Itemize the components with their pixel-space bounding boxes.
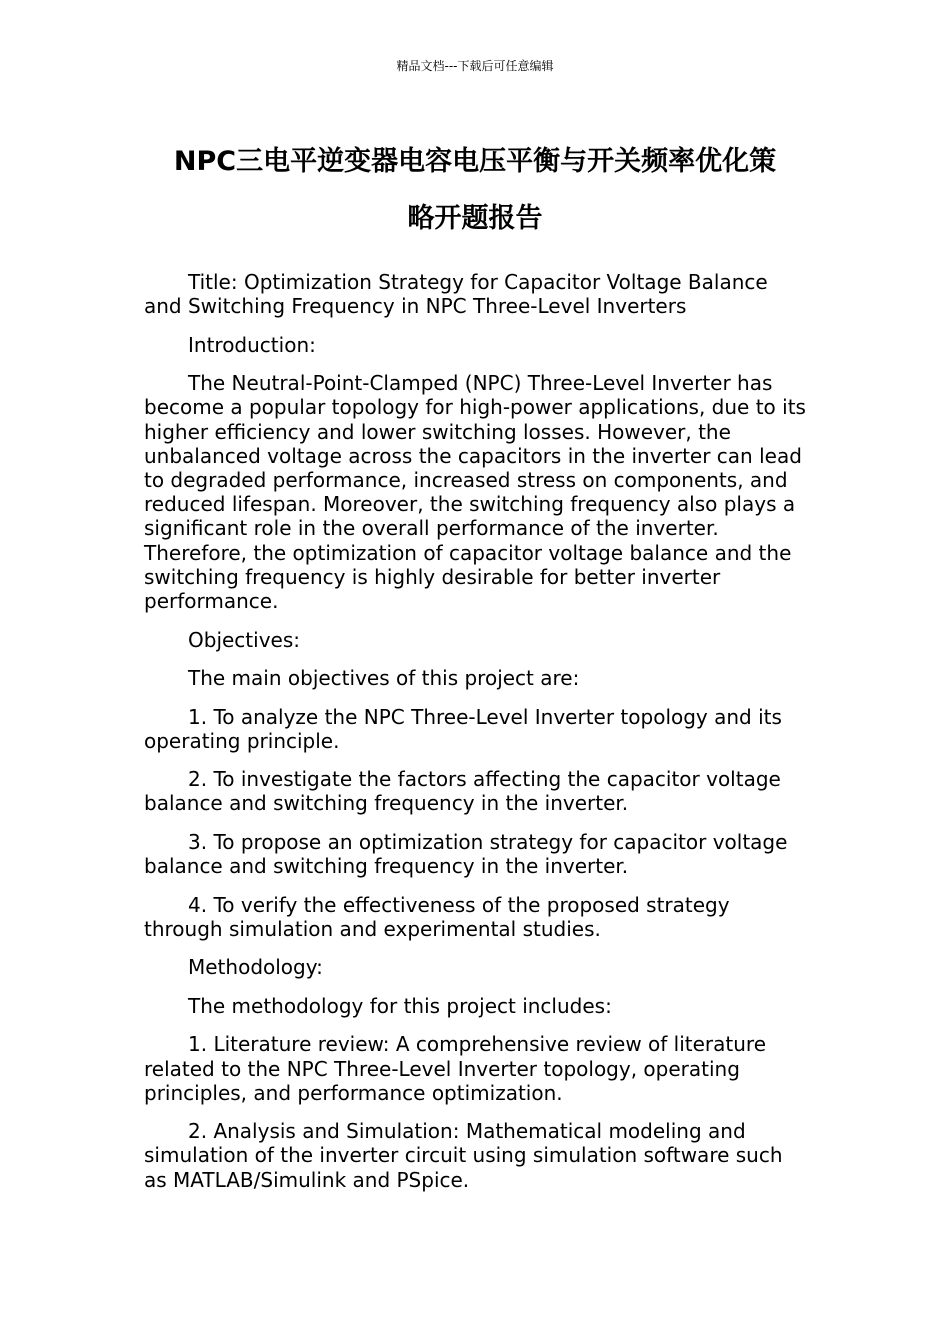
paragraph-introduction: The Neutral-Point-Clamped (NPC) Three-Level Inverter has become a popular topology for high-power applications, due to its higher efficiency and lower switching losses. However, the unbalanced voltage across the capacitors in the inverter can lead to degraded performance, increased stress on components, and reduced lifespan. Moreover, the switching frequency also plays a significant role in the overall performance of the inverter. Therefore, the optimization of capacitor voltage balance and the switching frequency is highly desirable for better inverter performance. bbox=[144, 371, 806, 614]
document-title-line-2: 略开题报告 bbox=[407, 203, 543, 234]
heading-objectives: Objectives: bbox=[188, 627, 300, 652]
document-title-line-1: NPC三电平逆变器电容电压平衡与开关频率优化策 bbox=[173, 146, 777, 177]
document-title bbox=[140, 133, 810, 247]
header-note: 精品文档---下载后可任意编辑 bbox=[396, 59, 554, 73]
objective-item-2: 2. To investigate the factors affecting the capacitor voltage balance and switching frequency in the inverter. bbox=[144, 767, 781, 816]
methodology-item-1: 1. Literature review: A comprehensive review of literature related to the NPC Three-Level Inverter topology, operating principles, and performance optimization. bbox=[144, 1032, 767, 1105]
methodology-item-2: 2. Analysis and Simulation: Mathematical modeling and simulation of the inverter circuit using simulation software such as MATLAB/Simulink and PSpice. bbox=[144, 1119, 783, 1192]
objective-item-3: 3. To propose an optimization strategy for capacitor voltage balance and switching frequency in the inverter. bbox=[144, 829, 788, 879]
heading-introduction: Introduction: bbox=[188, 332, 316, 357]
objective-item-1: 1. To analyze the NPC Three-Level Inverter topology and its operating principle. bbox=[144, 704, 782, 753]
paragraph-objectives-intro: The main objectives of this project are: bbox=[188, 666, 580, 691]
document-body bbox=[144, 270, 806, 1206]
paragraph-title: Title: Optimization Strategy for Capacitor Voltage Balance and Switching Frequency in NPC Three-Level Inverters bbox=[144, 270, 768, 319]
heading-methodology: Methodology: bbox=[188, 955, 323, 980]
paragraph-methodology-intro: The methodology for this project includes: bbox=[188, 993, 612, 1018]
objective-item-4: 4. To verify the effectiveness of the proposed strategy through simulation and experimental studies. bbox=[144, 892, 730, 941]
